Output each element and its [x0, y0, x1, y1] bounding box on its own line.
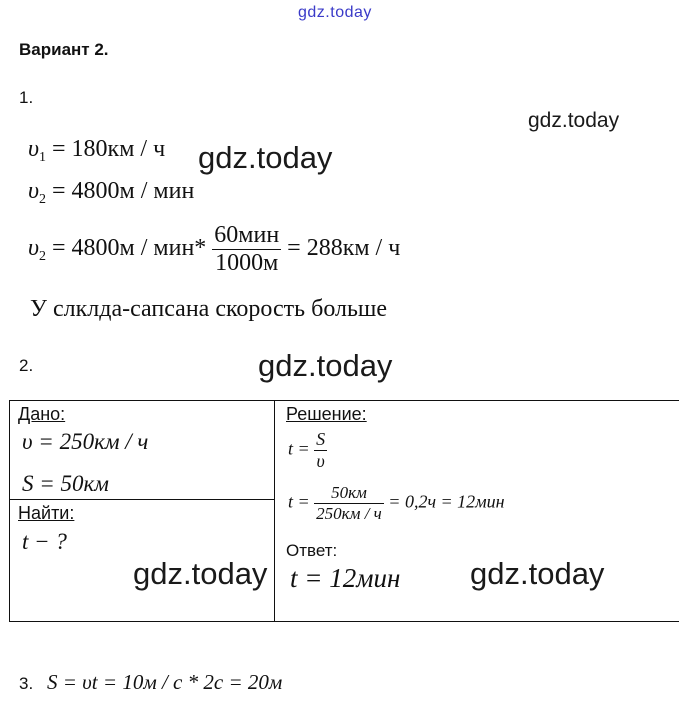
find-value: t − ? [22, 529, 67, 554]
task1-line3: $\upsilon_2 = 4800м / мин*$ $\frac{\text{60мин}}{1000м}$ = 288км / ч [28, 222, 401, 276]
calculation: t = $\frac{50км}{250км / ч}$ = 0,2ч = 12мин [288, 483, 505, 523]
given-speed: υ = 250км / ч [22, 429, 149, 454]
task1-line2: $\upsilon_2 = 4800м$ / мин [28, 178, 195, 207]
watermark-top: gdz.today [298, 4, 372, 21]
given-distance: S = 50км [22, 471, 109, 496]
page-title: Вариант 2. [19, 40, 109, 59]
watermark: gdz.today [258, 348, 393, 383]
answer-label: Ответ: [286, 541, 338, 560]
divider [10, 499, 274, 500]
task1-line1: $\upsilon_1 = 180км / ч$ [28, 136, 166, 165]
task2-number: 2. [19, 356, 34, 375]
solution-label: Решение: [286, 404, 367, 424]
task3-number: 3. [19, 674, 34, 693]
watermark: gdz.today [133, 556, 268, 591]
formula-t: t = $\frac{S}{\upsilon}$ [288, 429, 326, 471]
task1-number: 1. [19, 88, 34, 107]
fraction: $\frac{\text{60мин}}{1000м}$ [214, 222, 280, 276]
watermark: gdz.today [470, 556, 605, 591]
task1-answer: У слклда-сапсана скорость больше [30, 296, 388, 322]
watermark: gdz.today [528, 109, 620, 132]
given-label: Дано: [18, 404, 66, 424]
divider [274, 401, 275, 621]
find-label: Найти: [18, 503, 75, 523]
answer-value: t = 12мин [290, 563, 401, 593]
watermark: gdz.today [198, 140, 333, 175]
task3-formula: S = υt = 10м / с * 2с = 20м [47, 670, 283, 694]
